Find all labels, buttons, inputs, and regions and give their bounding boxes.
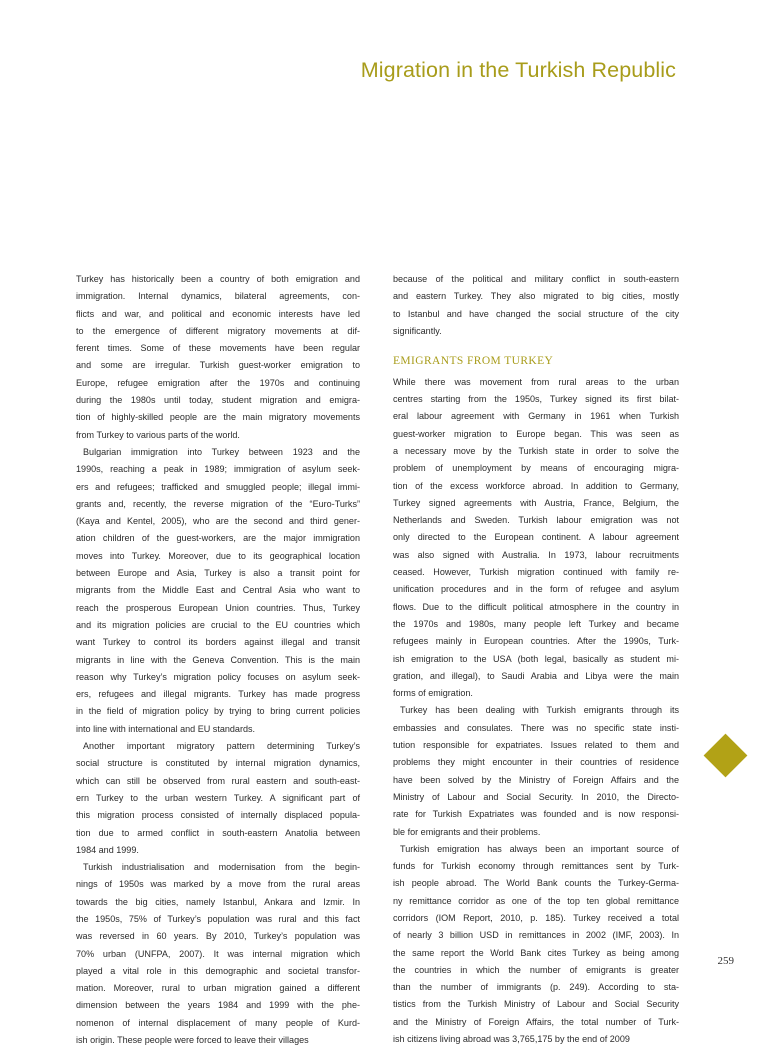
text-line: Netherlands and Sweden. Turkish labour emigration was not bbox=[393, 515, 679, 526]
text-line: ers and refugees; trafficked and smuggled people; illegal immi- bbox=[76, 481, 360, 492]
text-line: tution responsible for expatriates. Issues related to them and bbox=[393, 740, 679, 751]
right-column bbox=[393, 271, 679, 1048]
text-line: dimension between the years 1984 and 1999 with the phe- bbox=[76, 1000, 360, 1011]
text-line: gration, and illegal), to Saudi Arabia and Libya were the main bbox=[393, 670, 679, 681]
text-line: While there was movement from rural areas to the urban bbox=[393, 376, 679, 387]
text-line: flows. Due to the difficult political atmosphere in the country in bbox=[393, 601, 679, 612]
text-line: Ministry of Labour and Social Security. In 2010, the Directo- bbox=[393, 791, 679, 802]
text-line: ish people abroad. The World Bank counts the Turkey-Germa- bbox=[393, 878, 679, 889]
text-line: because of the political and military conflict in south-eastern bbox=[393, 274, 679, 284]
text-line: the 1950s, 75% of Turkey’s population was rural and this fact bbox=[76, 913, 360, 924]
text-line: eral labour agreement with Germany in 1961 when Turkish bbox=[393, 411, 679, 422]
text-line: and the Ministry of Foreign Affairs, the total number of Turk- bbox=[393, 1016, 679, 1027]
text-line: ern Turkey to the urban western Turkey. A significant part of bbox=[76, 792, 360, 803]
text-line: nomenon of internal displacement of many people of Kurd- bbox=[76, 1017, 360, 1028]
text-line: ation children of the guest-workers, are the major immigration bbox=[76, 533, 360, 544]
text-line: only directed to the European continent. A labour agreement bbox=[393, 532, 679, 543]
text-line: nings of 1950s was marked by a move from the rural areas bbox=[76, 879, 360, 890]
text-line: centres starting from the 1950s, Turkey signed its first bilat- bbox=[393, 394, 679, 405]
text-line: problems they might encounter in their countries of residence bbox=[393, 757, 679, 768]
text-line: ferent times. Some of these movements have been regular bbox=[76, 343, 360, 354]
text-line: in the field of migration policy by trying to bring current policies bbox=[76, 706, 360, 717]
page-number: 259 bbox=[717, 955, 734, 967]
text-line: a necessary move by the Turkish state in order to solve the bbox=[393, 445, 679, 456]
text-line: guest-worker migration to Europe began. This was seen as bbox=[393, 428, 679, 439]
text-line: 1984 and 1999. bbox=[76, 844, 139, 855]
right-column-section bbox=[393, 374, 679, 1049]
left-column bbox=[76, 271, 360, 1049]
text-line: migrants from the Middle East and Central Asia who want to bbox=[76, 585, 360, 596]
text-line: reach the prosperous European Union countries. Thus, Turkey bbox=[76, 602, 360, 613]
text-line: towards the big cities, namely Istanbul, Ankara and Izmir. In bbox=[76, 896, 360, 907]
text-line: unification procedures and in the form of refugee and asylum bbox=[393, 584, 679, 595]
text-line: moves into Turkey. Moreover, due to its geographical location bbox=[76, 550, 360, 561]
text-line: ny remittance corridor as one of the top ten global remittance bbox=[393, 895, 679, 906]
text-line: tistics from the Turkish Ministry of Labour and Social Security bbox=[393, 999, 679, 1010]
text-line: have been solved by the Ministry of Foreign Affairs and the bbox=[393, 774, 679, 785]
text-line: Turkey has been dealing with Turkish emigrants through its bbox=[400, 705, 679, 716]
text-line: and eastern Turkey. They also migrated to big cities, mostly bbox=[393, 291, 679, 302]
text-line: flicts and war, and political and economic interests have led bbox=[76, 308, 360, 319]
text-line: and some are irregular. Turkish guest-worker emigration to bbox=[76, 360, 360, 371]
text-line: (Kaya and Kentel, 2005), who are the second and third gener- bbox=[76, 516, 360, 527]
text-line: corridors (IOM Report, 2010, p. 185). Turkey received a total bbox=[393, 912, 679, 923]
text-line: was reversed in 60 years. By 2010, Turkey’s population was bbox=[76, 931, 360, 942]
page-title: Migration in the Turkish Republic bbox=[360, 58, 676, 82]
text-line: migrants in line with the Geneva Convention. This is the main bbox=[76, 654, 360, 665]
text-line: grants and, recently, the reverse migration of the “Euro-Turks” bbox=[76, 498, 360, 509]
text-line: forms of emigration. bbox=[393, 688, 473, 699]
text-line: tion due to armed conflict in south-eastern Anatolia between bbox=[76, 827, 360, 838]
text-line: the 1970s and 1980s, many people left Turkey and became bbox=[393, 618, 679, 629]
text-line: tion of highly-skilled people are the main migratory movements bbox=[76, 412, 360, 423]
text-line: ble for emigrants and their problems. bbox=[393, 826, 541, 837]
text-line: 70% urban (UNFPA, 2007). It was internal migration which bbox=[76, 948, 360, 959]
text-line: and its migration policies are crucial to the EU countries which bbox=[76, 619, 360, 630]
text-line: during the 1980s until today, student migration and emigra- bbox=[76, 395, 360, 406]
text-line: reason why Turkey’s migration policy focuses on asylum seek- bbox=[76, 671, 360, 682]
text-line: want Turkey to control its borders against illegal and transit bbox=[76, 637, 360, 648]
text-line: of nearly 3 billion USD in remittances in 2002 (IMF, 2003). In bbox=[393, 930, 679, 941]
text-line: tion of the excess workforce abroad. In addition to Germany, bbox=[393, 480, 679, 491]
text-line: significantly. bbox=[393, 325, 442, 336]
text-line: ish origin. These people were forced to leave their villages bbox=[76, 1035, 309, 1046]
text-line: mation. Moreover, rural to urban migration gained a different bbox=[76, 983, 360, 994]
text-line: played a vital role in this demographic and societal transfor- bbox=[76, 965, 360, 976]
text-line: the same report the World Bank cites Turkey as being among bbox=[393, 947, 679, 958]
text-line: Turkey has historically been a country of both emigration and bbox=[76, 274, 360, 284]
text-line: which can still be observed from rural eastern and south-east- bbox=[76, 775, 360, 786]
text-line: between Europe and Asia, Turkey is also a transit point for bbox=[76, 568, 360, 579]
text-line: than the number of immigrants (p. 249). According to sta- bbox=[393, 982, 679, 993]
text-line: ceased. However, Turkish migration continued with family re- bbox=[393, 567, 679, 578]
text-line: this migration process consisted of internally displaced popula- bbox=[76, 810, 360, 821]
text-line: ish emigration to the USA (both legal, basically as student mi- bbox=[393, 653, 679, 664]
text-line: Turkish industrialisation and modernisation from the begin- bbox=[83, 862, 360, 873]
text-line: embassies and consulates. There was no specific state insti- bbox=[393, 722, 679, 733]
text-line: to the emergence of different migratory movements at dif- bbox=[76, 325, 360, 336]
text-line: Bulgarian immigration into Turkey between 1923 and the bbox=[83, 446, 360, 457]
text-line: funds for Turkish economy through remittances sent by Turk- bbox=[393, 861, 679, 872]
text-line: from Turkey to various parts of the world. bbox=[76, 429, 240, 440]
text-line: problem of unemployment by means of encouraging migra- bbox=[393, 463, 679, 474]
text-line: ers, refugees and illegal migrants. Turkey has made progress bbox=[76, 689, 360, 700]
text-line: Turkish emigration has always been an important source of bbox=[400, 843, 679, 854]
text-line: into line with international and EU standards. bbox=[76, 723, 256, 734]
text-line: social structure is constituted by internal migration dynamics, bbox=[76, 758, 360, 769]
text-line: refugees mainly in European countries. After the 1990s, Turk- bbox=[393, 636, 679, 647]
text-line: the countries in which the number of emigrants is greater bbox=[393, 964, 679, 975]
diamond-icon bbox=[704, 734, 748, 778]
text-line: Turkey signed agreements with Austria, France, Belgium, the bbox=[393, 497, 679, 508]
right-column-intro bbox=[393, 271, 679, 340]
text-line: rate for Turkish Expatriates was founded and is now responsi- bbox=[393, 809, 679, 820]
text-line: to Istanbul and have changed the social structure of the city bbox=[393, 308, 679, 319]
text-line: ish citizens living abroad was 3,765,175 by the end of 2009 bbox=[393, 1034, 630, 1045]
section-heading: EMIGRANTS FROM TURKEY bbox=[393, 355, 554, 368]
text-line: was also signed with Australia. In 1973, labour recruitments bbox=[393, 549, 679, 560]
text-line: immigration. Internal dynamics, bilateral agreements, con- bbox=[76, 291, 360, 302]
text-line: Europe, refugee emigration after the 1970s and continuing bbox=[76, 377, 360, 388]
text-line: Another important migratory pattern determining Turkey’s bbox=[83, 741, 360, 752]
text-line: 1990s, reaching a peak in 1989; immigration of asylum seek- bbox=[76, 464, 360, 475]
